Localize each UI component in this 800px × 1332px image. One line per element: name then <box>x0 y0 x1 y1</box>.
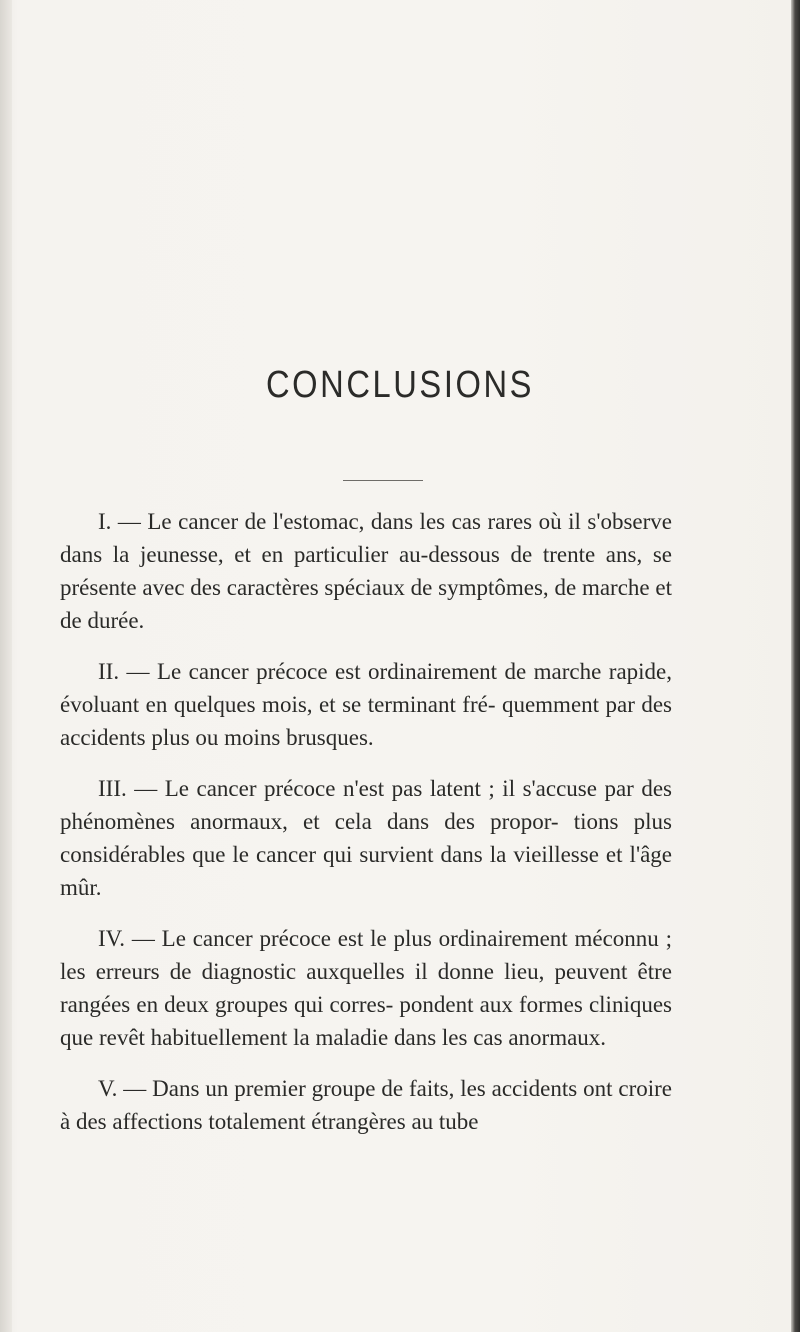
page-left-margin-shadow <box>0 0 12 1332</box>
title-separator-rule <box>343 480 423 481</box>
page-binding-edge <box>791 0 800 1332</box>
conclusion-paragraph-2: II. — Le cancer précoce est ordinairement de marche rapide, évoluant en quelques mois, et se terminant fré- quemment par des accidents plus ou moins brusques. <box>60 659 672 750</box>
conclusion-paragraph-1: I. — Le cancer de l'estomac, dans les cas rares où il s'observe dans la jeunesse, et en particulier au-dessous de trente ans, se présente avec des caractères spéciaux de symptômes, de marche et de durée. <box>60 509 672 633</box>
conclusion-paragraph-4: IV. — Le cancer précoce est le plus ordinairement méconnu ; les erreurs de diagnostic auxquelles il donne lieu, peuvent être rangées en deux groupes qui corres- pondent aux formes cliniques que revêt habituellement la maladie dans les cas anormaux. <box>60 926 672 1050</box>
conclusions-body <box>60 505 672 1138</box>
page-title: CONCLUSIONS <box>265 364 535 406</box>
conclusion-paragraph-3: III. — Le cancer précoce n'est pas latent ; il s'accuse par des phénomènes anormaux, et cela dans des propor- tions plus considérables que le cancer qui survient dans la vieillesse et l'âge mûr. <box>60 776 672 900</box>
conclusion-paragraph-5: V. — Dans un premier groupe de faits, les accidents ont croire à des affections totalement étrangères au tube <box>60 1076 672 1134</box>
